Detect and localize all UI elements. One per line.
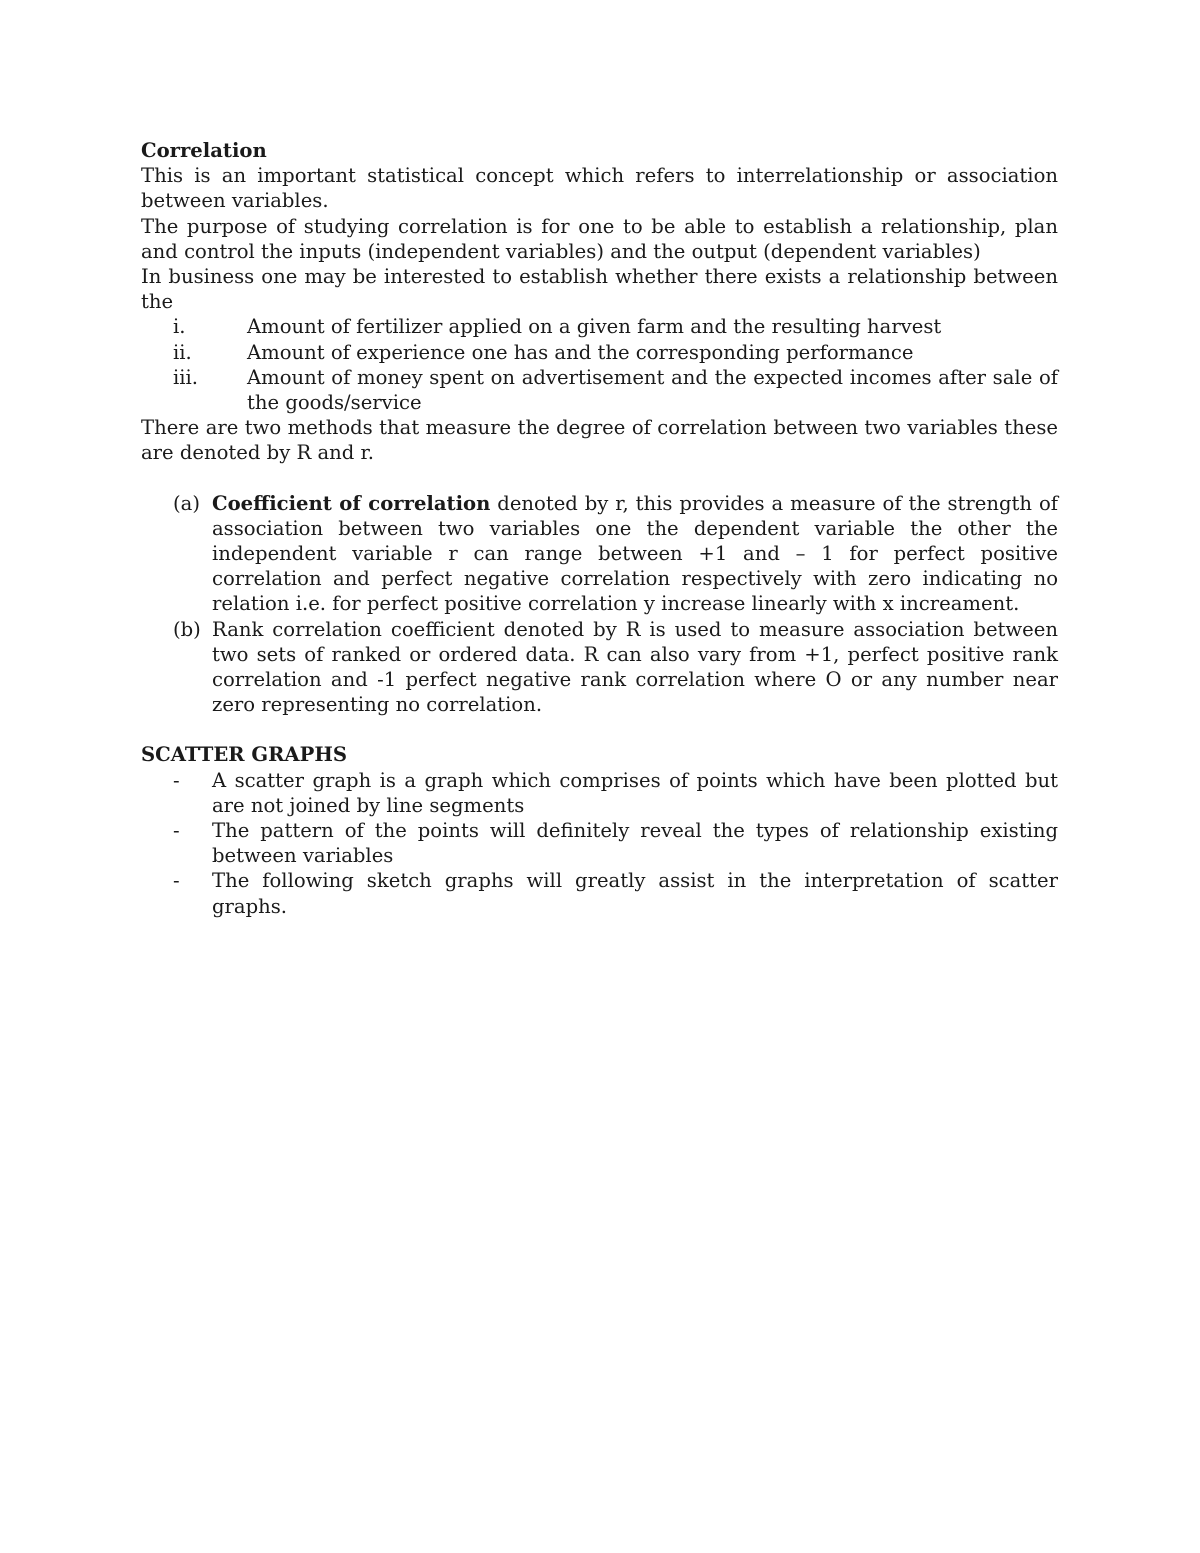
list-item-text: Amount of fertilizer applied on a given farm and the resulting harvest <box>247 315 942 339</box>
intro-paragraph-2: The purpose of studying correlation is for one to be able to establish a relationship, plan and control the inputs (independent variables) and the output (dependent variables) <box>141 214 1058 263</box>
list-marker: - <box>173 819 180 843</box>
list-item-text: The following sketch graphs will greatly assist in the interpretation of scatter graphs. <box>212 869 1058 918</box>
method-item-b <box>141 617 1058 718</box>
list-marker: i. <box>173 315 186 339</box>
scatter-graphs-heading: SCATTER GRAPHS <box>141 743 347 767</box>
spacer <box>141 466 1058 491</box>
list-item <box>141 868 1058 918</box>
intro-paragraph-1: This is an important statistical concept which refers to interrelationship or association between variables. <box>141 164 1058 213</box>
term-definition: denoted by r, this provides a measure of the strength of association between two variables one the dependent variable the other the independent variable r can range between +1 and – 1 for perfect positive correlation and perfect negative correlation respectively with zero indicating no relation i.e. for perfect positive correlation y increase linearly with x increament. <box>212 491 1058 616</box>
list-item <box>141 818 1058 868</box>
list-item-text: Amount of money spent on advertisement and the expected incomes after sale of the goods/service <box>247 365 1058 415</box>
list-item <box>141 340 1058 365</box>
methods-list <box>141 491 1058 718</box>
list-item-text <box>212 491 1058 617</box>
section-title: Correlation <box>141 139 267 162</box>
list-item-text: The pattern of the points will definitely reveal the types of relationship existing between variables <box>212 819 1058 868</box>
scatter-list <box>141 768 1058 919</box>
document-page <box>141 138 1058 919</box>
list-marker: (b) <box>173 617 201 641</box>
list-item-text: A scatter graph is a graph which comprises of points which have been plotted but are not joined by line segments <box>212 768 1058 817</box>
list-item <box>141 365 1058 415</box>
list-marker: - <box>173 768 180 792</box>
list-item-text: Rank correlation coefficient denoted by R is used to measure association between two sets of ranked or ordered data. R can also vary from +1, perfect positive rank correlation and -1 perfect negative rank correlation where O or any number near zero representing no correlation. <box>212 617 1058 717</box>
list-marker: (a) <box>173 491 200 515</box>
list-item <box>141 314 1058 339</box>
list-marker: - <box>173 869 180 893</box>
spacer <box>141 717 1058 742</box>
list-item-text: Amount of experience one has and the corresponding performance <box>247 340 914 364</box>
list-marker: iii. <box>173 365 199 389</box>
term-coefficient-of-correlation: Coefficient of correlation <box>212 491 491 515</box>
examples-list <box>141 314 1058 415</box>
method-item-a <box>141 491 1058 617</box>
intro-paragraph-3: In business one may be interested to establish whether there exists a relationship between the <box>141 265 1058 314</box>
methods-paragraph: There are two methods that measure the degree of correlation between two variables these are denoted by R and r. <box>141 416 1058 465</box>
list-marker: ii. <box>173 340 192 364</box>
list-item <box>141 768 1058 818</box>
